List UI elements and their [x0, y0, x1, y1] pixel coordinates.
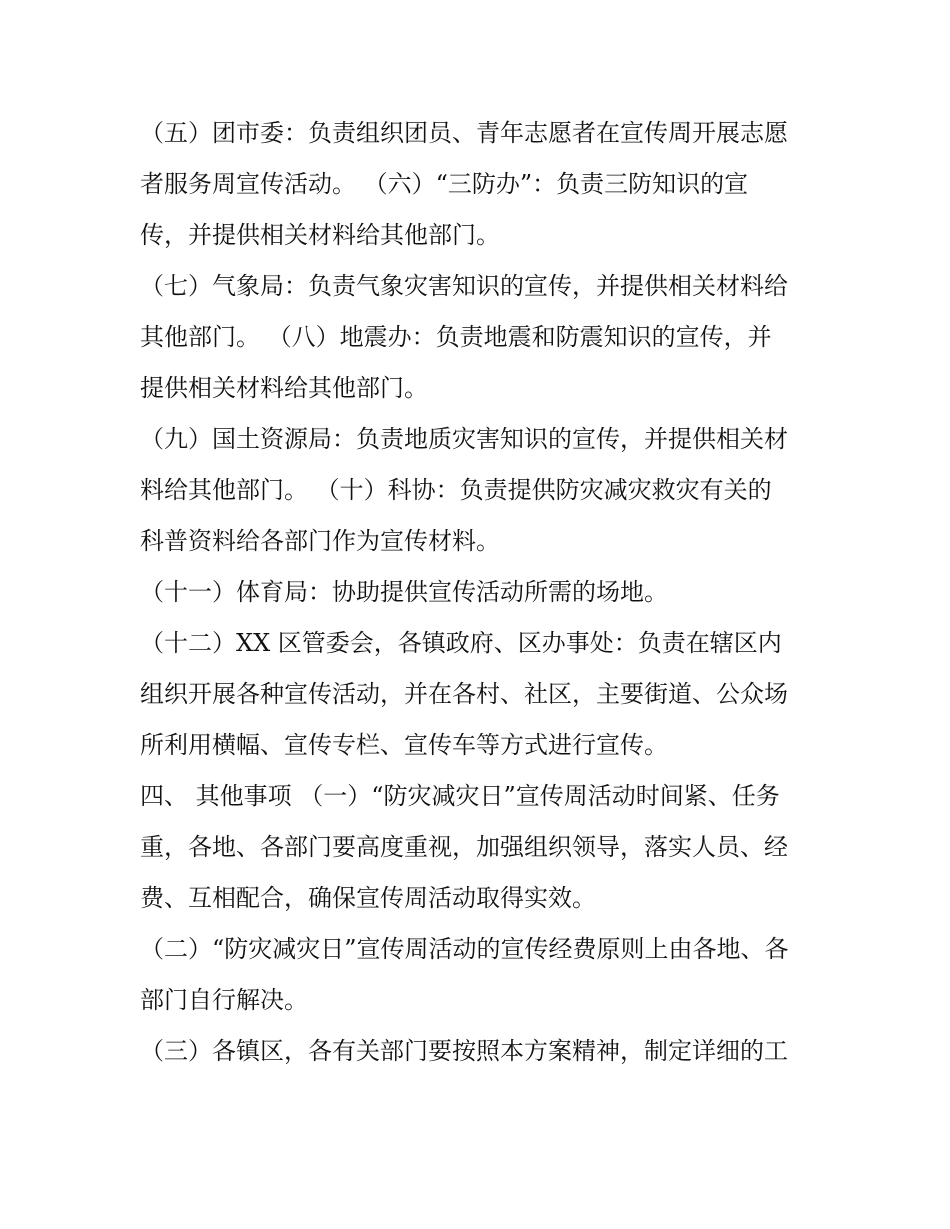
text-line: 料给其他部门。 （十）科协：负责提供防灾减灾救灾有关的: [140, 476, 772, 504]
document-body: [140, 108, 820, 1077]
text-line: 传，并提供相关材料给其他部门。: [140, 221, 500, 249]
text-line: （五）团市委：负责组织团员、青年志愿者在宣传周开展志愿: [140, 119, 788, 147]
text-line: 重，各地、各部门要高度重视，加强组织领导，落实人员、经: [140, 833, 788, 861]
text-line: （十一）体育局：协助提供宣传活动所需的场地。: [140, 578, 668, 606]
text-line: （七）气象局：负责气象灾害知识的宣传，并提供相关材料给: [140, 272, 788, 300]
text-line: 组织开展各种宣传活动，并在各村、社区，主要街道、公众场: [140, 680, 788, 708]
text-line: 提供相关材料给其他部门。: [140, 374, 428, 402]
text-line: 四、 其他事项 （一）“防灾减灾日”宣传周活动时间紧、任务: [140, 782, 780, 810]
text-line: 所利用横幅、宣传专栏、宣传车等方式进行宣传。: [140, 731, 668, 759]
text-line: （九）国土资源局：负责地质灾害知识的宣传，并提供相关材: [140, 425, 788, 453]
text-line: 部门自行解决。: [140, 986, 308, 1014]
text-line: 科普资料给各部门作为宣传材料。: [140, 527, 500, 555]
text-line: 其他部门。 （八）地震办：负责地震和防震知识的宣传，并: [140, 323, 772, 351]
text-line: （十二）XX 区管委会，各镇政府、区办事处：负责在辖区内: [140, 629, 782, 657]
text-line: 者服务周宣传活动。 （六）“三防办”：负责三防知识的宣: [140, 170, 749, 198]
text-line: 费、互相配合，确保宣传周活动取得实效。: [140, 884, 596, 912]
text-line: （二）“防灾减灾日”宣传周活动的宣传经费原则上由各地、各: [140, 935, 789, 963]
text-line: （三）各镇区，各有关部门要按照本方案精神，制定详细的工: [140, 1037, 788, 1065]
